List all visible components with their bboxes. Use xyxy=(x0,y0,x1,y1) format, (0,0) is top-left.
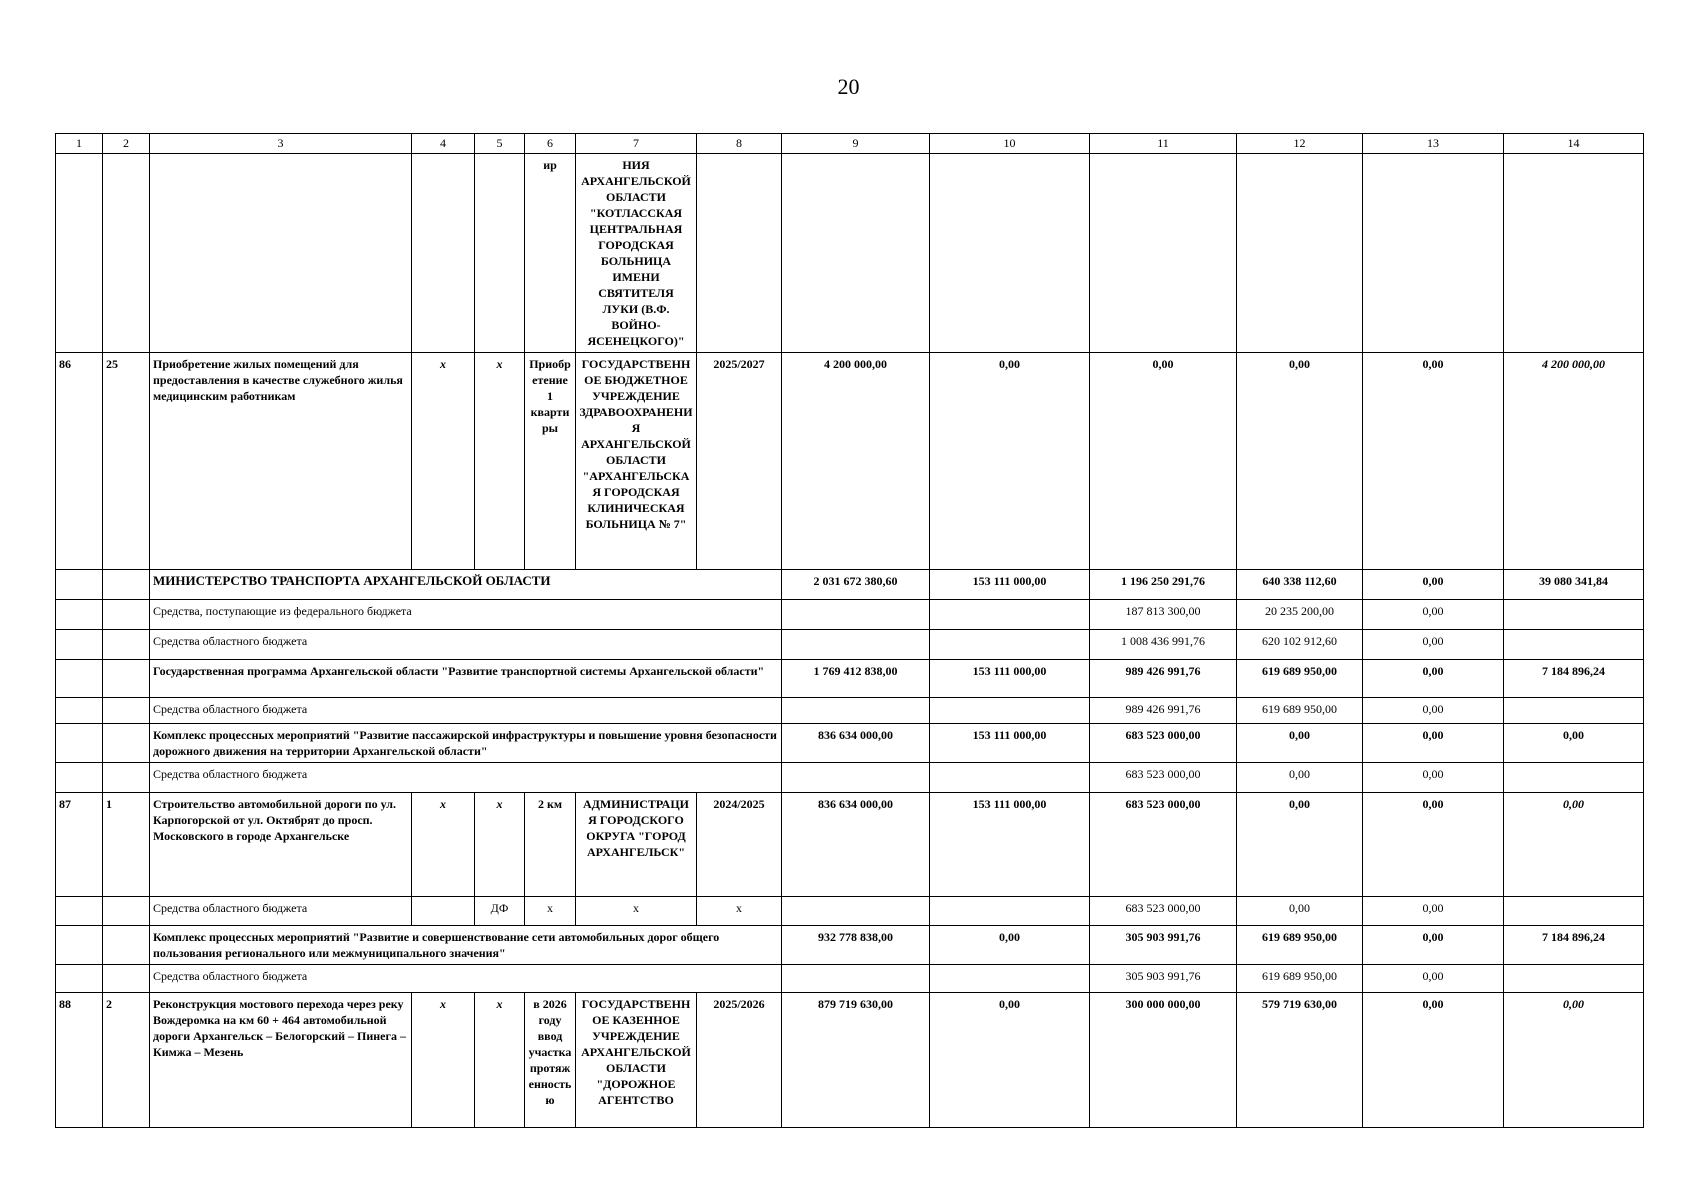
mark-cell: x xyxy=(412,993,475,1128)
source-label: Средства областного бюджета xyxy=(150,965,782,993)
col-num: 11 xyxy=(1090,134,1237,154)
item-name: Приобретение жилых помещений для предоставления в качестве служебного жилья медицинским работникам xyxy=(150,353,412,570)
amount-cell: 0,00 xyxy=(1237,353,1363,570)
amount-cell: 683 523 000,00 xyxy=(1090,897,1237,926)
amount-cell: 619 689 950,00 xyxy=(1237,965,1363,993)
col-num: 10 xyxy=(930,134,1090,154)
col-num: 7 xyxy=(576,134,697,154)
amount-cell: 836 634 000,00 xyxy=(782,793,930,897)
amount-cell: 1 196 250 291,76 xyxy=(1090,570,1237,600)
amount-cell: 0,00 xyxy=(1504,993,1644,1128)
result-cell: 2 км xyxy=(525,793,576,897)
amount-cell: 153 111 000,00 xyxy=(930,793,1090,897)
amount-cell: 0,00 xyxy=(1237,793,1363,897)
col-num: 12 xyxy=(1237,134,1363,154)
mark-cell: х xyxy=(525,897,576,926)
budget-table xyxy=(55,133,1644,1128)
amount-cell: 0,00 xyxy=(1363,993,1504,1128)
amount-cell: 0,00 xyxy=(930,926,1090,965)
table-row xyxy=(56,926,1644,965)
table-row xyxy=(56,698,1644,724)
mark-cell: x xyxy=(475,793,525,897)
item-number: 25 xyxy=(103,353,150,570)
page-number: 20 xyxy=(837,74,860,99)
col-num: 8 xyxy=(697,134,782,154)
amount-cell: 7 184 896,24 xyxy=(1504,926,1644,965)
amount-cell: 0,00 xyxy=(1090,353,1237,570)
item-number: 1 xyxy=(103,793,150,897)
mark-cell: х xyxy=(576,897,697,926)
period-cell: 2025/2027 xyxy=(697,353,782,570)
complex-label: Комплекс процессных мероприятий "Развитие пассажирской инфраструктуры и повышение уровня безопасности дорожного движения на территории Архангельской области" xyxy=(150,724,782,763)
amount-cell: 932 778 838,00 xyxy=(782,926,930,965)
mark-cell: x xyxy=(412,353,475,570)
item-name: Строительство автомобильной дороги по ул. Карпогорской от ул. Октябрят до просп. Московского в городе Архангельске xyxy=(150,793,412,897)
table-row xyxy=(56,993,1644,1128)
amount-cell: 0,00 xyxy=(1504,793,1644,897)
item-number: 2 xyxy=(103,993,150,1128)
executor-cell: ГОСУДАРСТВЕННОЕ КАЗЕННОЕ УЧРЕЖДЕНИЕ АРХАНГЕЛЬСКОЙ ОБЛАСТИ "ДОРОЖНОЕ АГЕНТСТВО xyxy=(576,993,697,1128)
executor-cell: ГОСУДАРСТВЕННОЕ БЮДЖЕТНОЕ УЧРЕЖДЕНИЕ ЗДРАВООХРАНЕНИЯ АРХАНГЕЛЬСКОЙ ОБЛАСТИ "АРХАНГЕЛЬСКАЯ ГОРОДСКАЯ КЛИНИЧЕСКАЯ БОЛЬНИЦА № 7" xyxy=(576,353,697,570)
amount-cell: 989 426 991,76 xyxy=(1090,698,1237,724)
col-num: 6 xyxy=(525,134,576,154)
mark-cell: x xyxy=(412,793,475,897)
amount-cell: 300 000 000,00 xyxy=(1090,993,1237,1128)
amount-cell: 305 903 991,76 xyxy=(1090,965,1237,993)
amount-cell: 620 102 912,60 xyxy=(1237,630,1363,660)
amount-cell: 0,00 xyxy=(1237,763,1363,793)
column-number-header xyxy=(56,134,1644,154)
amount-cell: 7 184 896,24 xyxy=(1504,660,1644,698)
amount-cell: 619 689 950,00 xyxy=(1237,698,1363,724)
amount-cell: 305 903 991,76 xyxy=(1090,926,1237,965)
amount-cell: 0,00 xyxy=(1363,570,1504,600)
col-num: 4 xyxy=(412,134,475,154)
amount-cell: 4 200 000,00 xyxy=(1504,353,1644,570)
result-cell: Приобретение 1 квартиры xyxy=(525,353,576,570)
program-label: Государственная программа Архангельской области "Развитие транспортной системы Архангельской области" xyxy=(150,660,782,698)
amount-cell: 0,00 xyxy=(1363,926,1504,965)
source-code: ДФ xyxy=(475,897,525,926)
amount-cell: 187 813 300,00 xyxy=(1090,600,1237,630)
amount-cell: 1 008 436 991,76 xyxy=(1090,630,1237,660)
amount-cell: 2 031 672 380,60 xyxy=(782,570,930,600)
amount-cell: 0,00 xyxy=(1237,724,1363,763)
amount-cell: 579 719 630,00 xyxy=(1237,993,1363,1128)
amount-cell: 0,00 xyxy=(930,993,1090,1128)
table-row xyxy=(56,897,1644,926)
table-row xyxy=(56,763,1644,793)
amount-cell: 640 338 112,60 xyxy=(1237,570,1363,600)
mark-cell: x xyxy=(475,993,525,1128)
col-num: 5 xyxy=(475,134,525,154)
amount-cell: 683 523 000,00 xyxy=(1090,724,1237,763)
amount-cell: 0,00 xyxy=(1363,897,1504,926)
amount-cell: 683 523 000,00 xyxy=(1090,763,1237,793)
amount-cell: 39 080 341,84 xyxy=(1504,570,1644,600)
amount-cell: 0,00 xyxy=(1363,698,1504,724)
table-row xyxy=(56,630,1644,660)
amount-cell: 1 769 412 838,00 xyxy=(782,660,930,698)
amount-cell: 0,00 xyxy=(1363,353,1504,570)
amount-cell: 4 200 000,00 xyxy=(782,353,930,570)
amount-cell: 836 634 000,00 xyxy=(782,724,930,763)
amount-cell: 20 235 200,00 xyxy=(1237,600,1363,630)
table-row xyxy=(56,570,1644,600)
amount-cell: 0,00 xyxy=(1363,793,1504,897)
amount-cell: 153 111 000,00 xyxy=(930,660,1090,698)
amount-cell: 0,00 xyxy=(1237,897,1363,926)
table-row xyxy=(56,154,1644,353)
amount-cell: 0,00 xyxy=(1363,660,1504,698)
table-row xyxy=(56,793,1644,897)
amount-cell: 0,00 xyxy=(1363,965,1504,993)
amount-cell: 989 426 991,76 xyxy=(1090,660,1237,698)
result-cell: ир xyxy=(525,154,576,353)
ministry-label: МИНИСТЕРСТВО ТРАНСПОРТА АРХАНГЕЛЬСКОЙ ОБЛАСТИ xyxy=(150,570,782,600)
source-label: Средства областного бюджета xyxy=(150,897,412,926)
col-num: 2 xyxy=(103,134,150,154)
amount-cell: 0,00 xyxy=(1504,724,1644,763)
source-label: Средства областного бюджета xyxy=(150,630,782,660)
amount-cell: 0,00 xyxy=(1363,724,1504,763)
result-cell: в 2026 году ввод участка протяженностью xyxy=(525,993,576,1128)
amount-cell: 153 111 000,00 xyxy=(930,724,1090,763)
col-num: 3 xyxy=(150,134,412,154)
amount-cell: 0,00 xyxy=(1363,763,1504,793)
table-row xyxy=(56,353,1644,570)
amount-cell: 683 523 000,00 xyxy=(1090,793,1237,897)
period-cell: 2025/2026 xyxy=(697,993,782,1128)
amount-cell: 0,00 xyxy=(930,353,1090,570)
col-num: 13 xyxy=(1363,134,1504,154)
amount-cell: 0,00 xyxy=(1363,630,1504,660)
amount-cell: 619 689 950,00 xyxy=(1237,926,1363,965)
executor-cell: АДМИНИСТРАЦИЯ ГОРОДСКОГО ОКРУГА "ГОРОД АРХАНГЕЛЬСК" xyxy=(576,793,697,897)
table-row xyxy=(56,965,1644,993)
amount-cell: 879 719 630,00 xyxy=(782,993,930,1128)
amount-cell: 0,00 xyxy=(1363,600,1504,630)
source-label: Средства, поступающие из федерального бюджета xyxy=(150,600,782,630)
amount-cell: 153 111 000,00 xyxy=(930,570,1090,600)
source-label: Средства областного бюджета xyxy=(150,763,782,793)
item-name: Реконструкция мостового перехода через реку Вождеромка на км 60 + 464 автомобильной дороги Архангельск – Белогорский – Пинега – Кимжа – Мезень xyxy=(150,993,412,1128)
col-num: 1 xyxy=(56,134,103,154)
complex-label: Комплекс процессных мероприятий "Развитие и совершенствование сети автомобильных дорог общего пользования регионального или межмуниципального значения" xyxy=(150,926,782,965)
row-number: 88 xyxy=(56,993,103,1128)
row-number: 87 xyxy=(56,793,103,897)
table-row xyxy=(56,660,1644,698)
col-num: 9 xyxy=(782,134,930,154)
col-num: 14 xyxy=(1504,134,1644,154)
row-number: 86 xyxy=(56,353,103,570)
period-cell: 2024/2025 xyxy=(697,793,782,897)
mark-cell: x xyxy=(475,353,525,570)
source-label: Средства областного бюджета xyxy=(150,698,782,724)
table-row xyxy=(56,600,1644,630)
mark-cell: х xyxy=(697,897,782,926)
amount-cell: 619 689 950,00 xyxy=(1237,660,1363,698)
executor-cell: НИЯ АРХАНГЕЛЬСКОЙ ОБЛАСТИ "КОТЛАССКАЯ ЦЕНТРАЛЬНАЯ ГОРОДСКАЯ БОЛЬНИЦА ИМЕНИ СВЯТИТЕЛЯ ЛУКИ (В.Ф. ВОЙНО-ЯСЕНЕЦКОГО)" xyxy=(576,154,697,353)
table-row xyxy=(56,724,1644,763)
